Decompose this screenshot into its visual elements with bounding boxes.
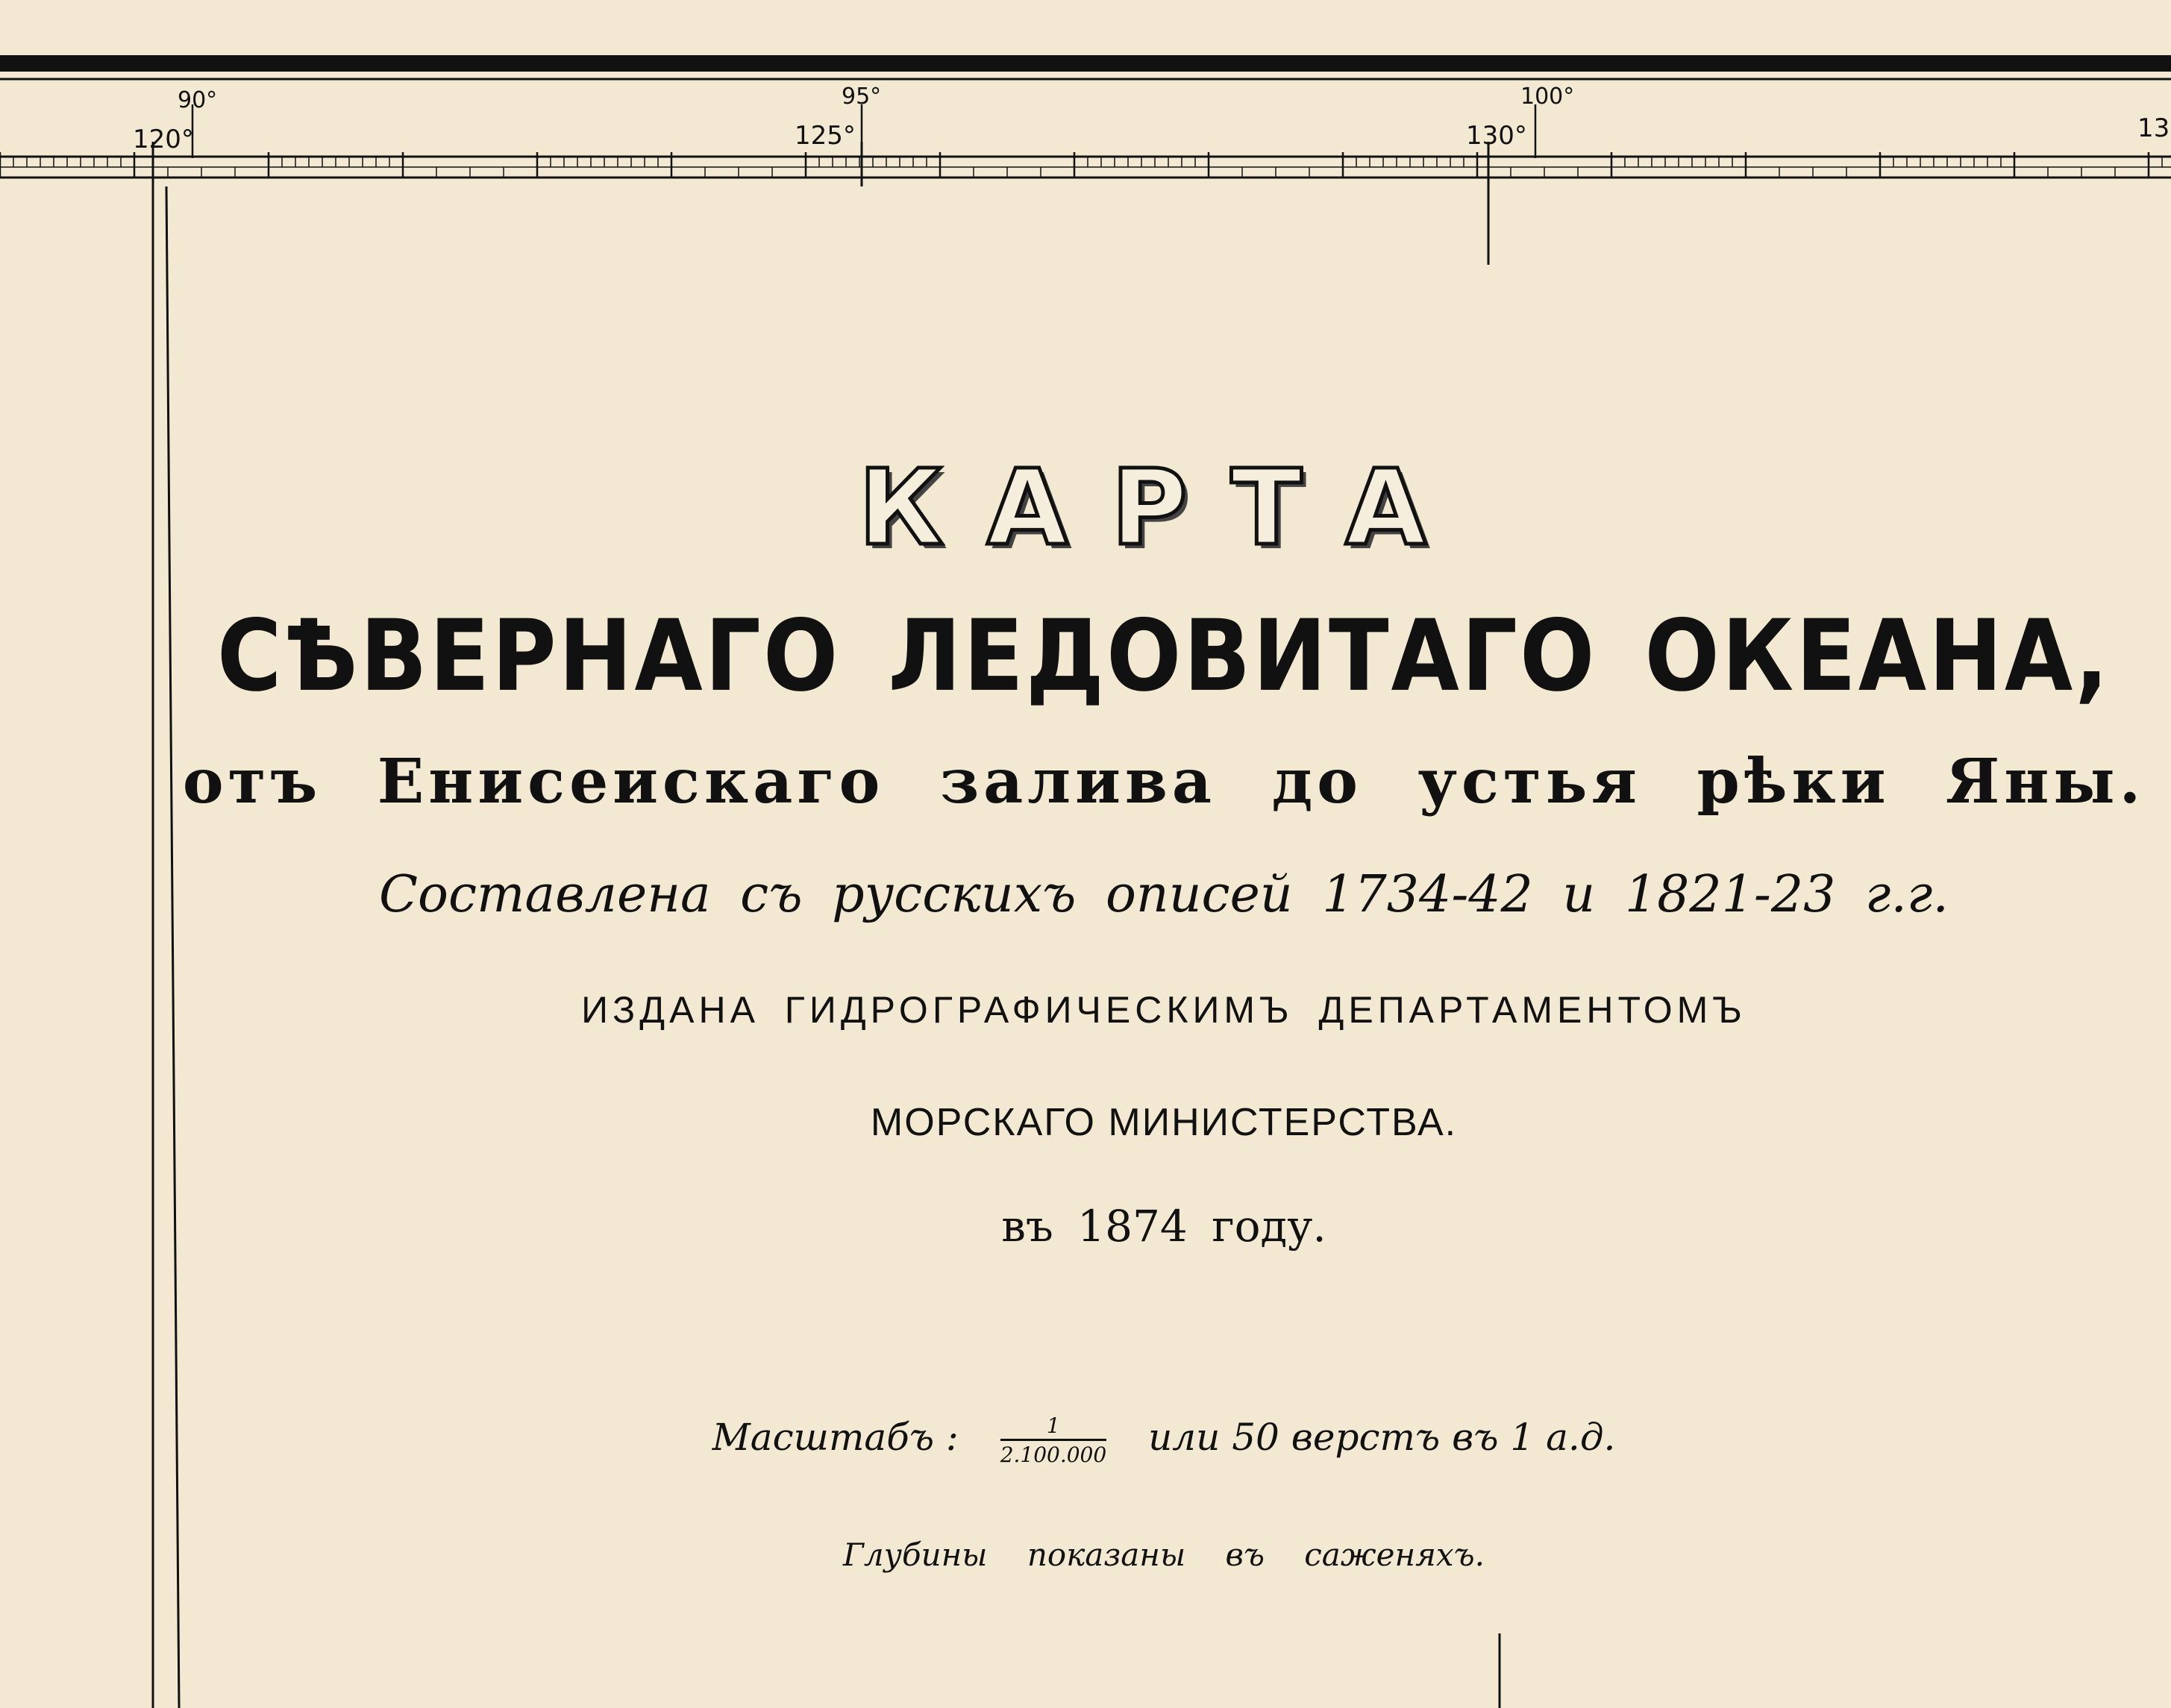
map-compiled-note: Составлена съ русскихъ описей 1734-42 и 1821-23 г.г. [379, 865, 1949, 924]
scale-denominator: 2.100.000 [1000, 1439, 1107, 1468]
map-title-main: СѢВЕРНАГО ЛЕДОВИТАГО ОКЕАНА, [216, 597, 2111, 714]
map-publisher-line: ИЗДАНА ГИДРОГРАФИЧЕСКИМЪ ДЕПАРТАМЕНТОМЪ [581, 989, 1746, 1031]
lon-label-upper-90: 90° [178, 87, 218, 113]
map-depth-note: Глубины показаны въ саженяхъ. [843, 1536, 1485, 1573]
map-title-range: отъ Енисеискаго залива до устья рѣки Яны. [182, 746, 2146, 817]
map-title-word: КАРТА [858, 448, 1470, 569]
lon-label-lower-120: 120° [133, 125, 194, 154]
degree-scale-bar [0, 104, 2171, 186]
meridian-left-line-2 [166, 186, 179, 1708]
scale-label: Масштабъ : [712, 1416, 959, 1460]
lon-label-lower-125: 125° [795, 121, 856, 151]
lon-label-lower-130: 130° [1466, 121, 1527, 151]
lon-label-lower-135: 13 [2137, 113, 2170, 143]
lon-label-upper-95: 95° [842, 84, 882, 110]
map-year-line: въ 1874 году. [1001, 1201, 1326, 1252]
map-scale-line [172, 1413, 2156, 1467]
scale-numerator: 1 [1047, 1413, 1060, 1438]
scale-fraction [1000, 1413, 1107, 1467]
map-ministry-line: МОРСКАГО МИНИСТЕРСТВА. [870, 1101, 1458, 1144]
lon-label-upper-100: 100° [1520, 84, 1575, 110]
frame-top-thick-border [0, 55, 2171, 72]
scale-equivalent: или 50 верстъ въ 1 а.д. [1148, 1416, 1616, 1460]
